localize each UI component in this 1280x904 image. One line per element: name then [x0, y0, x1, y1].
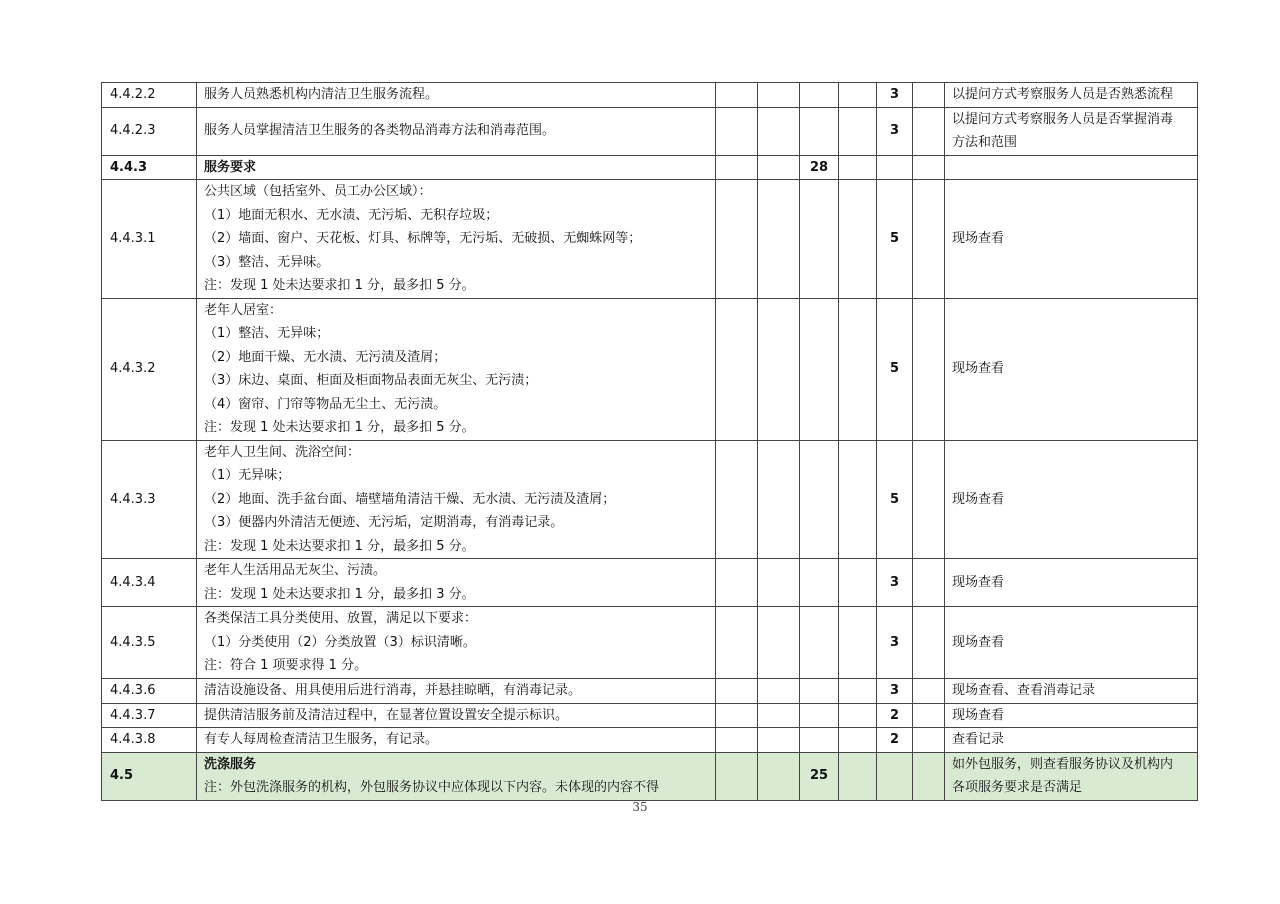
content-line: （2）墙面、窗户、天花板、灯具、标牌等，无污垢、无破损、无蜘蛛网等；	[204, 231, 642, 246]
content-line: 洗涤服务	[204, 756, 257, 772]
blank-cell	[758, 180, 800, 299]
item-score: 3	[877, 83, 913, 108]
item-score: 2	[877, 703, 913, 728]
section-score	[800, 107, 839, 155]
content-line: （1）分类使用（2）分类放置（3）标识清晰。	[204, 634, 476, 650]
item-code: 4.4.3.8	[102, 728, 197, 753]
item-content	[197, 107, 716, 155]
method-line: 以提问方式考察服务人员是否熟悉流程	[952, 87, 1174, 102]
blank-cell	[758, 752, 800, 800]
evaluation-method	[945, 752, 1198, 800]
item-content	[197, 559, 716, 607]
item-content	[197, 679, 716, 704]
item-content	[197, 752, 716, 800]
blank-cell	[758, 298, 800, 440]
blank-cell	[913, 752, 945, 800]
content-line: （1）地面无积水、无水渍、无污垢、无积存垃圾；	[204, 207, 499, 223]
method-line: 现场查看	[952, 491, 1005, 507]
section-score	[800, 607, 839, 679]
item-score: 3	[877, 559, 913, 607]
blank-cell	[913, 155, 945, 180]
blank-cell	[913, 679, 945, 704]
blank-cell	[716, 607, 758, 679]
blank-cell	[839, 298, 877, 440]
table-row	[102, 607, 1198, 679]
evaluation-method	[945, 107, 1198, 155]
content-line: 老年人生活用品无灰尘、污渍。	[204, 563, 387, 578]
table-row	[102, 180, 1198, 299]
item-score	[877, 752, 913, 800]
table-row	[102, 728, 1198, 753]
content-line: （1）无异味；	[204, 468, 291, 483]
blank-cell	[758, 703, 800, 728]
blank-cell	[839, 107, 877, 155]
table-row	[102, 559, 1198, 607]
blank-cell	[758, 83, 800, 108]
content-line: 服务要求	[204, 159, 257, 175]
item-score	[877, 155, 913, 180]
blank-cell	[913, 440, 945, 559]
content-line: 注：符合 1 项要求得 1 分。	[204, 658, 368, 674]
content-line: 注：发现 1 处未达要求扣 1 分，最多扣 5 分。	[204, 420, 475, 435]
blank-cell	[839, 440, 877, 559]
blank-cell	[913, 607, 945, 679]
item-content	[197, 728, 716, 753]
table-row	[102, 107, 1198, 155]
content-line: 注：发现 1 处未达要求扣 1 分，最多扣 5 分。	[204, 278, 475, 293]
blank-cell	[913, 107, 945, 155]
item-content	[197, 703, 716, 728]
section-score	[800, 703, 839, 728]
evaluation-method	[945, 679, 1198, 704]
content-line: （3）整洁、无异味。	[204, 254, 330, 270]
method-line: 以提问方式考察服务人员是否掌握消毒	[952, 111, 1174, 127]
table-row	[102, 752, 1198, 800]
evaluation-method	[945, 83, 1198, 108]
item-code: 4.4.3.1	[102, 180, 197, 299]
blank-cell	[839, 728, 877, 753]
blank-cell	[839, 155, 877, 180]
table-row	[102, 440, 1198, 559]
blank-cell	[716, 107, 758, 155]
section-score	[800, 83, 839, 108]
blank-cell	[913, 559, 945, 607]
blank-cell	[716, 559, 758, 607]
section-score	[800, 440, 839, 559]
blank-cell	[839, 703, 877, 728]
section-score	[800, 559, 839, 607]
method-line: 现场查看	[952, 634, 1005, 650]
item-code: 4.4.3	[102, 155, 197, 180]
content-line: 老年人居室：	[204, 302, 283, 318]
item-content	[197, 155, 716, 180]
blank-cell	[839, 559, 877, 607]
blank-cell	[839, 752, 877, 800]
blank-cell	[716, 679, 758, 704]
method-line: 现场查看	[952, 361, 1005, 377]
content-line: 公共区域（包括室外、员工办公区域）：	[204, 184, 432, 199]
method-line: 查看记录	[952, 732, 1005, 747]
content-line: （3）床边、桌面、柜面及柜面物品表面无灰尘、无污渍；	[204, 373, 538, 388]
blank-cell	[758, 607, 800, 679]
item-code: 4.5	[102, 752, 197, 800]
blank-cell	[758, 559, 800, 607]
content-line: （4）窗帘、门帘等物品无尘土、无污渍。	[204, 396, 447, 412]
blank-cell	[758, 728, 800, 753]
section-score	[800, 728, 839, 753]
content-line: 注：外包洗涤服务的机构，外包服务协议中应体现以下内容。未体现的内容不得	[204, 780, 660, 795]
blank-cell	[716, 728, 758, 753]
item-code: 4.4.3.3	[102, 440, 197, 559]
item-content	[197, 607, 716, 679]
content-line: 注：发现 1 处未达要求扣 1 分，最多扣 3 分。	[204, 586, 475, 602]
evaluation-method	[945, 155, 1198, 180]
blank-cell	[716, 83, 758, 108]
content-line: （2）地面干燥、无水渍、无污渍及渣屑；	[204, 349, 447, 365]
blank-cell	[839, 607, 877, 679]
section-score	[800, 679, 839, 704]
blank-cell	[758, 155, 800, 180]
evaluation-method	[945, 298, 1198, 440]
method-line: 方法和范围	[952, 135, 1018, 150]
blank-cell	[716, 298, 758, 440]
method-line: 现场查看	[952, 574, 1005, 590]
blank-cell	[758, 107, 800, 155]
section-score	[800, 298, 839, 440]
content-line: （1）整洁、无异味；	[204, 326, 330, 341]
content-line: （3）便器内外清洁无便迹、无污垢，定期消毒，有消毒记录。	[204, 515, 564, 530]
blank-cell	[716, 440, 758, 559]
method-line: 如外包服务，则查看服务协议及机构内	[952, 756, 1174, 772]
content-line: 有专人每周检查清洁卫生服务，有记录。	[204, 732, 439, 747]
item-score: 5	[877, 298, 913, 440]
content-line: 提供清洁服务前及清洁过程中，在显著位置设置安全提示标识。	[204, 707, 569, 723]
item-score: 3	[877, 107, 913, 155]
item-content	[197, 440, 716, 559]
evaluation-method	[945, 728, 1198, 753]
item-score: 5	[877, 440, 913, 559]
item-score: 3	[877, 607, 913, 679]
item-code: 4.4.3.5	[102, 607, 197, 679]
section-score	[800, 180, 839, 299]
blank-cell	[913, 728, 945, 753]
table-row	[102, 679, 1198, 704]
blank-cell	[716, 180, 758, 299]
blank-cell	[716, 703, 758, 728]
content-line: 老年人卫生间、洗浴空间：	[204, 444, 361, 460]
blank-cell	[913, 298, 945, 440]
blank-cell	[913, 703, 945, 728]
item-code: 4.4.3.6	[102, 679, 197, 704]
content-line: 注：发现 1 处未达要求扣 1 分，最多扣 5 分。	[204, 538, 475, 554]
blank-cell	[716, 155, 758, 180]
item-code: 4.4.3.7	[102, 703, 197, 728]
blank-cell	[758, 440, 800, 559]
table-row	[102, 83, 1198, 108]
evaluation-table	[101, 82, 1198, 801]
method-line: 现场查看	[952, 707, 1005, 723]
table-row	[102, 703, 1198, 728]
blank-cell	[839, 83, 877, 108]
content-line: 服务人员掌握清洁卫生服务的各类物品消毒方法和消毒范围。	[204, 123, 556, 139]
blank-cell	[839, 180, 877, 299]
content-line: 各类保洁工具分类使用、放置，满足以下要求：	[204, 611, 478, 627]
item-code: 4.4.3.4	[102, 559, 197, 607]
blank-cell	[913, 83, 945, 108]
item-content	[197, 298, 716, 440]
blank-cell	[758, 679, 800, 704]
table-row	[102, 298, 1198, 440]
section-score: 28	[800, 155, 839, 180]
content-line: （2）地面、洗手盆台面、墙壁墙角清洁干燥、无水渍、无污渍及渣屑；	[204, 491, 616, 507]
blank-cell	[913, 180, 945, 299]
method-line: 现场查看	[952, 231, 1005, 246]
item-score: 2	[877, 728, 913, 753]
blank-cell	[839, 679, 877, 704]
evaluation-method	[945, 440, 1198, 559]
item-score: 5	[877, 180, 913, 299]
blank-cell	[716, 752, 758, 800]
evaluation-method	[945, 559, 1198, 607]
method-line: 各项服务要求是否满足	[952, 780, 1083, 795]
evaluation-method	[945, 180, 1198, 299]
method-line: 现场查看、查看消毒记录	[952, 683, 1096, 698]
item-score: 3	[877, 679, 913, 704]
page-number: 35	[632, 800, 648, 814]
content-line: 服务人员熟悉机构内清洁卫生服务流程。	[204, 87, 439, 102]
item-content	[197, 83, 716, 108]
evaluation-method	[945, 703, 1198, 728]
section-score: 25	[800, 752, 839, 800]
content-line: 清洁设施设备、用具使用后进行消毒，并悬挂晾晒，有消毒记录。	[204, 683, 582, 698]
item-code: 4.4.2.3	[102, 107, 197, 155]
table-row	[102, 155, 1198, 180]
item-code: 4.4.2.2	[102, 83, 197, 108]
item-code: 4.4.3.2	[102, 298, 197, 440]
evaluation-method	[945, 607, 1198, 679]
item-content	[197, 180, 716, 299]
